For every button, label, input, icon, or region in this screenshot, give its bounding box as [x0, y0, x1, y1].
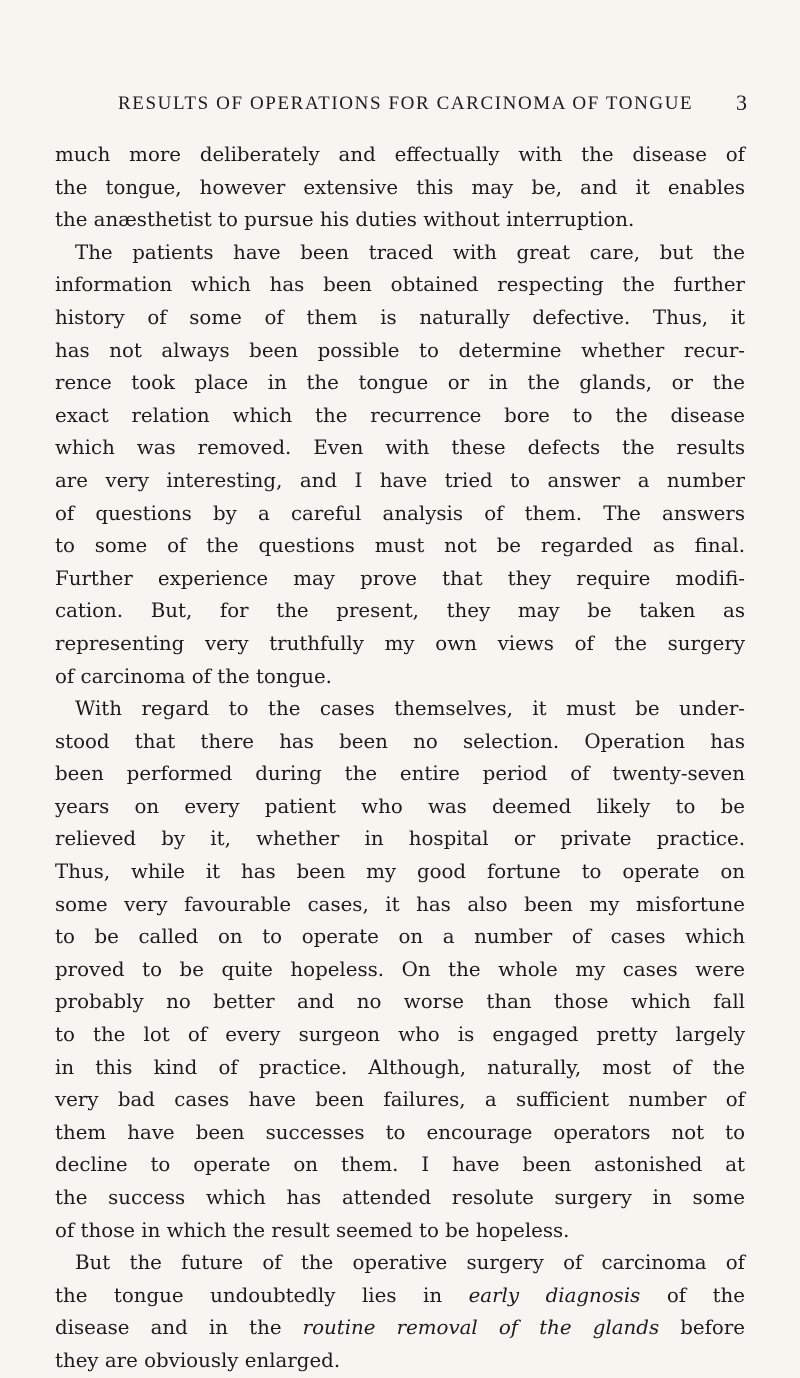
text-line: years on every patient who was deemed likely to be [55, 794, 745, 818]
text-line: Further experience may prove that they require modifi- [55, 566, 745, 590]
text-line: disease and in the routine removal of the glands before [55, 1316, 745, 1340]
text-line: With regard to the cases themselves, it must be under- [75, 697, 745, 721]
text-line: to some of the questions must not be regarded as final. [55, 534, 745, 558]
text-line: to be called on to operate on a number of cases which [55, 925, 745, 949]
paragraph-1 [55, 139, 745, 237]
text-line: very bad cases have been failures, a sufficient number of [55, 1088, 745, 1112]
text-line: some very favourable cases, it has also been my misfortune [55, 892, 745, 916]
running-head: RESULTS OF OPERATIONS FOR CARCINOMA OF TONGUE [118, 93, 694, 114]
text-line: of carcinoma of the tongue. [55, 664, 332, 688]
text-line: of questions by a careful analysis of them. The answers [55, 501, 745, 525]
text-line: in this kind of practice. Although, naturally, most of the [55, 1055, 745, 1079]
text-line: exact relation which the recurrence bore to the disease [55, 403, 745, 427]
paragraph-4 [55, 1247, 745, 1377]
page-number: 3 [736, 90, 747, 115]
text-line: them have been successes to encourage operators not to [55, 1120, 745, 1144]
text-line: to the lot of every surgeon who is engaged pretty largely [55, 1023, 745, 1047]
italic-phrase: routine removal of the glands [302, 1316, 660, 1340]
text-line: The patients have been traced with great care, but the [75, 240, 745, 264]
text-line: relieved by it, whether in hospital or private practice. [55, 827, 745, 851]
text-line: But the future of the operative surgery of carcinoma of [75, 1251, 745, 1275]
text-line: of those in which the result seemed to be hopeless. [55, 1218, 570, 1242]
text-line: Thus, while it has been my good fortune to operate on [55, 860, 745, 884]
text-line: information which has been obtained respecting the further [55, 273, 745, 297]
paragraph-3 [55, 693, 745, 1247]
text-line: which was removed. Even with these defects the results [55, 436, 745, 460]
text-line: are very interesting, and I have tried to answer a number [55, 468, 745, 492]
text-line: stood that there has been no selection. Operation has [55, 729, 745, 753]
text-line: the anæsthetist to pursue his duties without interruption. [55, 208, 635, 232]
text-line: they are obviously enlarged. [55, 1348, 341, 1372]
text-line: much more deliberately and effectually with the disease of [55, 143, 745, 166]
paragraph-2 [55, 237, 745, 693]
text-line: probably no better and no worse than those which fall [55, 990, 745, 1014]
text-line: rence took place in the tongue or in the glands, or the [55, 371, 745, 395]
italic-phrase: early diagnosis [468, 1283, 641, 1307]
body-text [55, 139, 745, 1378]
text-line: cation. But, for the present, they may be taken as [55, 599, 745, 623]
text-line: history of some of them is naturally defective. Thus, it [55, 305, 745, 329]
text-line: representing very truthfully my own views of the surgery [55, 631, 745, 655]
text-line: proved to be quite hopeless. On the whole my cases were [55, 957, 745, 981]
text-line: the tongue, however extensive this may be, and it enables [55, 175, 745, 199]
text-line: decline to operate on them. I have been astonished at [55, 1153, 745, 1177]
text-line: the success which has attended resolute surgery in some [55, 1186, 745, 1209]
text-line: been performed during the entire period of twenty-seven [55, 762, 745, 786]
text-line: the tongue undoubtedly lies in early diagnosis of the [55, 1283, 745, 1307]
text-line: has not always been possible to determine whether recur- [55, 338, 745, 362]
